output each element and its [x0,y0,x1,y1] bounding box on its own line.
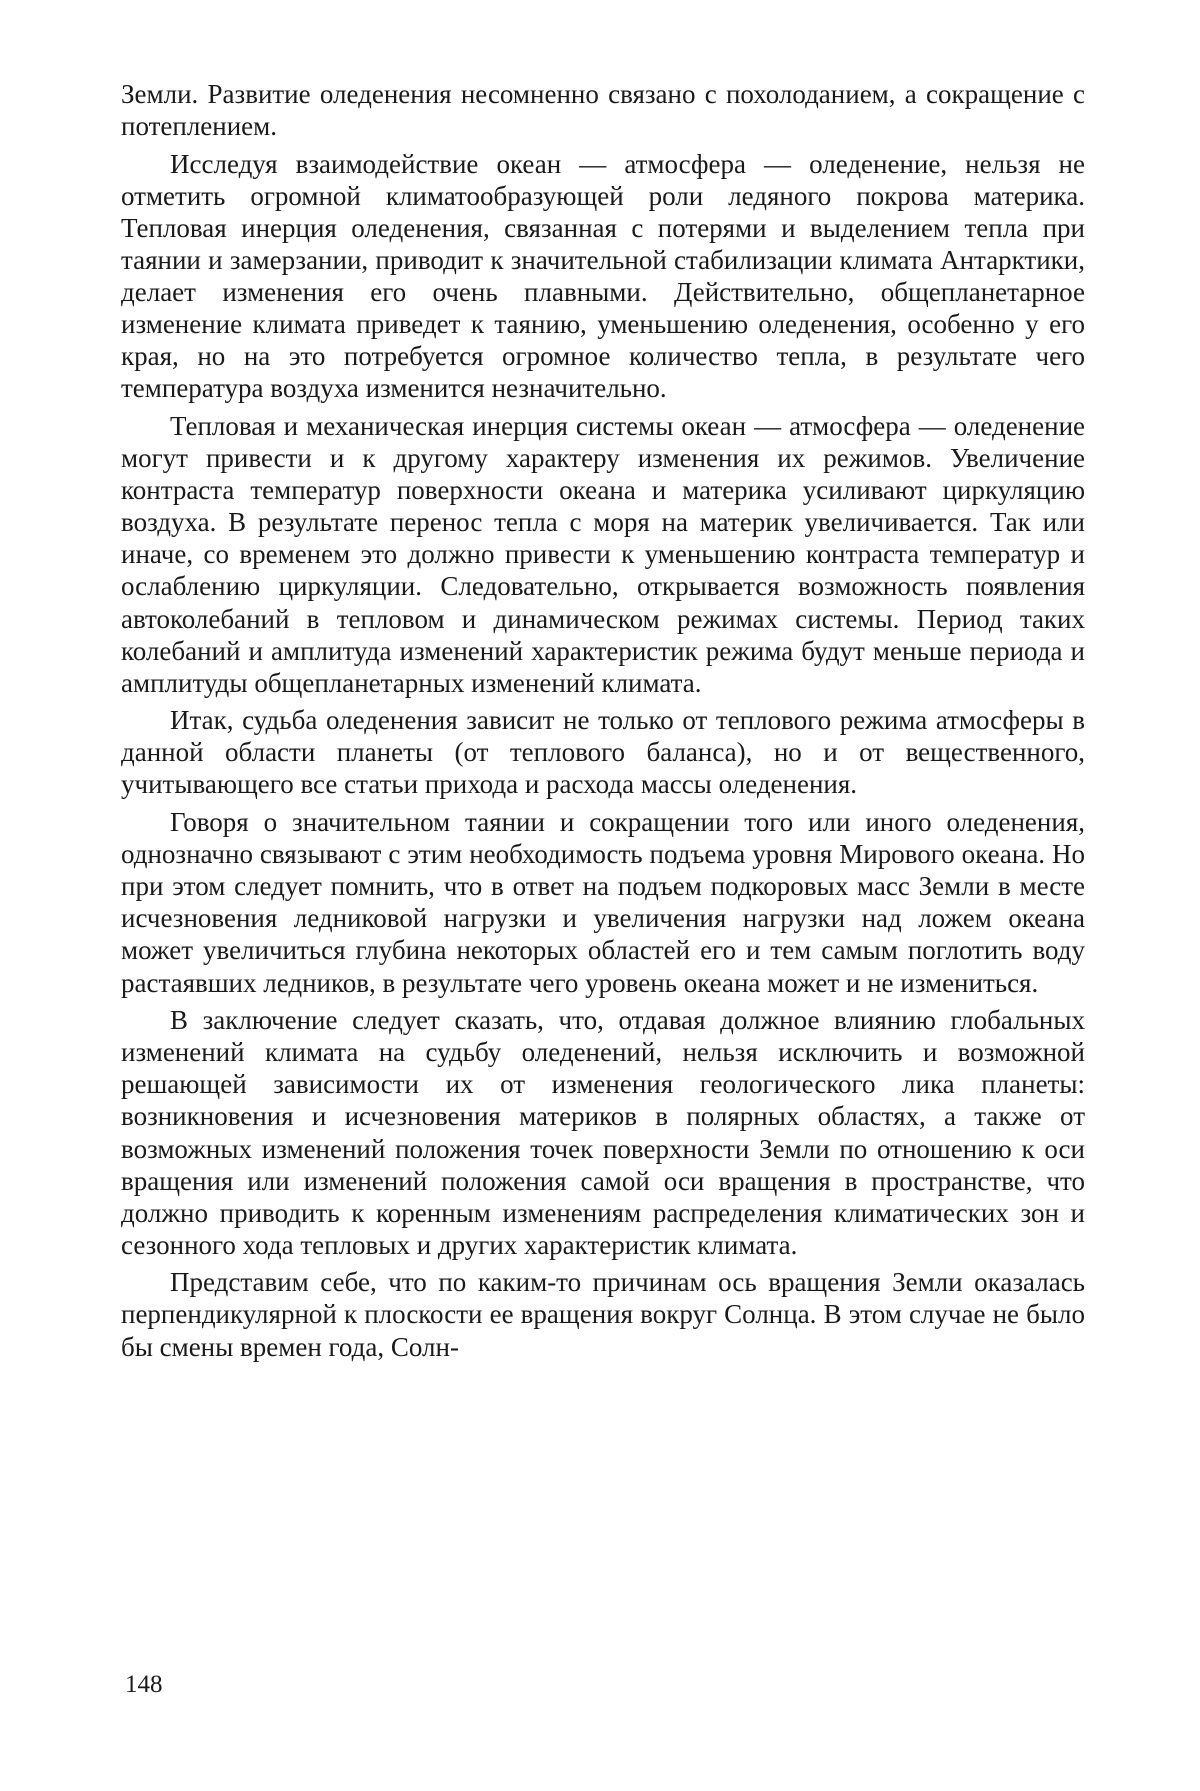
paragraph-7: Представим себе, что по каким-то причинам ось вращения Земли оказалась перпендикулярной к плоскости ее вращения вокруг Солнца. В этом случае не было бы смены времен года, Солн- [121,1266,1085,1362]
paragraph-5: Говоря о значительном таянии и сокращении того или иного оледенения, однозначно связывают с этим необходимость подъема уровня Мирового океана. Но при этом следует помнить, что в ответ на подъем подкоровых масс Земли в месте исчезновения ледниковой нагрузки и увеличения нагрузки над ложем океана может увеличиться глубина некоторых областей его и тем самым поглотить воду растаявших ледников, в результате чего уровень океана может и не измениться. [121,806,1085,999]
paragraph-3: Тепловая и механическая инерция системы океан — атмосфера — оледенение могут привести и к другому характеру изменения их режимов. Увеличение контраста температур поверхности океана и материка усиливают циркуляцию воздуха. В результате перенос тепла с моря на материк увеличивается. Так или иначе, со временем это должно привести к уменьшению контраста температур и ослаблению циркуляции. Следовательно, открывается возможность появления автоколебаний в тепловом и динамическом режимах системы. Период таких колебаний и амплитуда изменений характеристик режима будут меньше периода и амплитуды общепланетарных изменений климата. [121,410,1085,699]
paragraph-4: Итак, судьба оледенения зависит не только от теплового режима атмосферы в данной области планеты (от теплового баланса), но и от вещественного, учитывающего все статьи прихода и расхода массы оледенения. [121,704,1085,800]
paragraph-1: Земли. Развитие оледенения несомненно связано с похолоданием, а сокращение с потеплением. [121,78,1085,142]
paragraph-6: В заключение следует сказать, что, отдавая должное влиянию глобальных изменений климата на судьбу оледенений, нельзя исключить и возможной решающей зависимости их от изменения геологического лика планеты: возникновения и исчезновения материков в полярных областях, а также от возможных изменений положения точек поверхности Земли по отношению к оси вращения или изменений положения самой оси вращения в пространстве, что должно приводить к коренным изменениям распределения климатических зон и сезонного хода тепловых и других характеристик климата. [121,1004,1085,1261]
page-number: 148 [125,1671,163,1699]
paragraph-2: Исследуя взаимодействие океан — атмосфера — оледенение, нельзя не отметить огромной климатообразующей роли ледяного покрова материка. Тепловая инерция оледенения, связанная с потерями и выделением тепла при таянии и замерзании, приводит к значительной стабилизации климата Антарктики, делает изменения его очень плавными. Действительно, общепланетарное изменение климата приведет к таянию, уменьшению оледенения, особенно у его края, но на это потребуется огромное количество тепла, в результате чего температура воздуха изменится незначительно. [121,148,1085,405]
page-body [121,78,1085,1368]
